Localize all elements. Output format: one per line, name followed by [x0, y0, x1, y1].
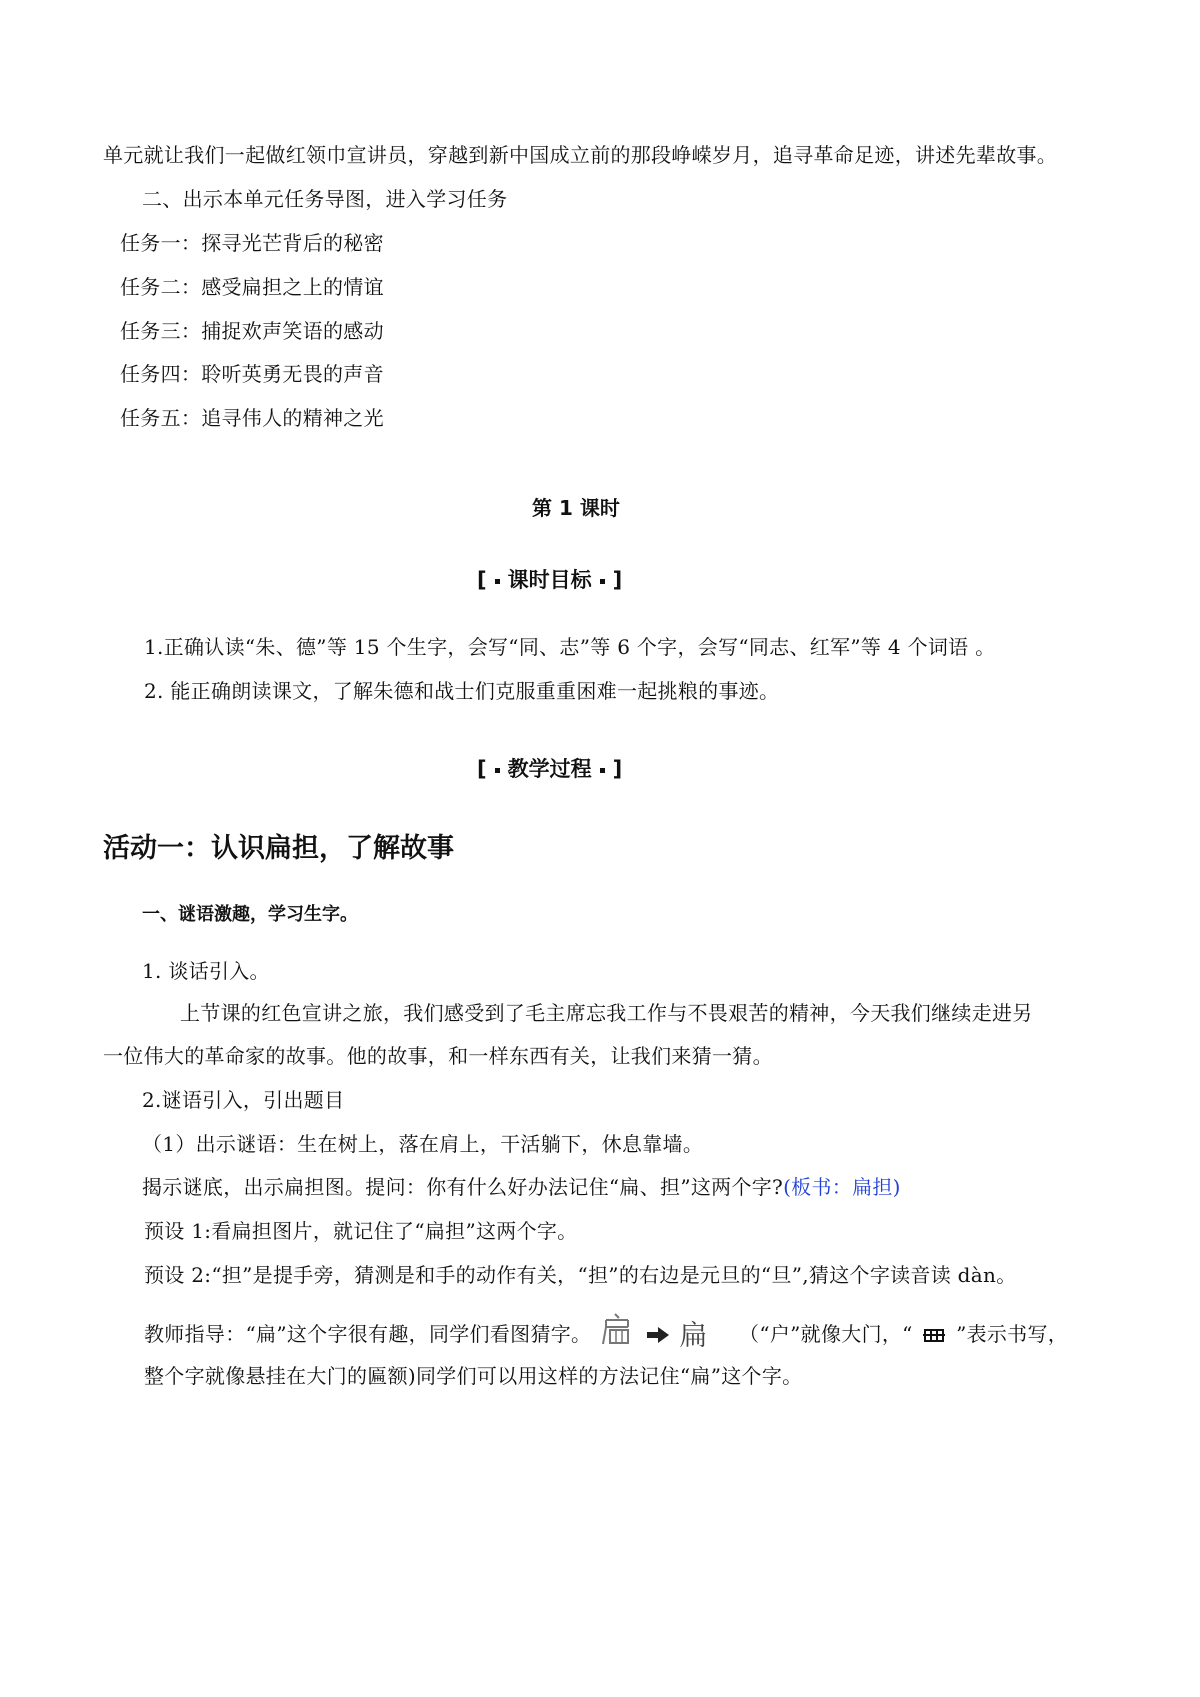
task-item-3: 任务三：捕捉欢声笑语的感动	[120, 319, 384, 343]
reveal-text: 揭示谜底，出示扁担图。提问：你有什么好办法记住“扁、担”这两个字?	[142, 1175, 784, 1199]
preset-2: 预设 2:“担”是提手旁，猜测是和手的动作有关，“担”的右边是元旦的“旦”,猜这个字读音读 dàn。	[144, 1263, 1017, 1287]
guide-text-a: 教师指导：“扁”这个字很有趣，同学们看图猜字。	[144, 1322, 592, 1346]
task-item-1: 任务一：探寻光芒背后的秘密	[120, 231, 384, 255]
ancient-bian-character-icon	[602, 1313, 632, 1358]
goals-heading-text: 课时目标	[507, 568, 592, 592]
square-bullet-icon	[600, 768, 605, 773]
task-item-5: 任务五：追寻伟人的精神之光	[120, 406, 384, 430]
intro-line-2: 二、出示本单元任务导图，进入学习任务	[142, 187, 508, 211]
task-item-4: 任务四：聆听英勇无畏的声音	[120, 362, 384, 386]
board-note: (板书：扁担)	[783, 1175, 901, 1199]
step-1-text-a: 上节课的红色宣讲之旅，我们感受到了毛主席忘我工作与不畏艰苦的精神，今天我们继续走进另	[180, 1001, 1033, 1025]
step-2-title: 2.谜语引入，引出题目	[142, 1088, 345, 1112]
square-bullet-icon	[495, 768, 500, 773]
guide-char-bian: 扁	[679, 1318, 708, 1352]
bracket-close: ]	[612, 568, 623, 592]
goal-item-2: 2. 能正确朗读课文，了解朱德和战士们克服重重困难一起挑粮的事迹。	[144, 679, 780, 703]
goal-item-1: 1.正确认读“朱、德”等 15 个生字，会写“同、志”等 6 个字，会写“同志、红军”等 4 个词语 。	[144, 635, 996, 659]
task-item-2: 任务二：感受扁担之上的情谊	[120, 275, 384, 299]
process-heading	[477, 753, 622, 783]
teacher-guide-line	[144, 1313, 1068, 1358]
step-1-text-b: 一位伟大的革命家的故事。他的故事，和一样东西有关，让我们来猜一猜。	[103, 1044, 773, 1068]
square-bullet-icon	[600, 579, 605, 584]
bracket-open: [	[477, 568, 487, 592]
arrow-right-icon	[647, 1316, 669, 1356]
square-bullet-icon	[495, 579, 500, 584]
guide-text-c: ”表示书写，	[956, 1322, 1069, 1346]
guide-text-b: （“户”就像大门，“	[739, 1322, 913, 1346]
lesson-title: 第 1 课时	[532, 496, 620, 520]
reveal-line	[142, 1173, 901, 1201]
process-heading-text: 教学过程	[507, 757, 592, 781]
preset-1: 预设 1:看扁担图片，就记住了“扁担”这两个字。	[144, 1219, 578, 1243]
goals-heading	[477, 564, 622, 594]
section-title: 一、谜语激趣，学习生字。	[142, 904, 358, 925]
riddle-text: （1）出示谜语：生在树上，落在肩上，干活躺下，休息靠墙。	[142, 1132, 704, 1156]
activity-title: 活动一：认识扁担，了解故事	[103, 833, 454, 864]
ce-radical-icon	[923, 1316, 945, 1356]
intro-line-1: 单元就让我们一起做红领巾宣讲员，穿越到新中国成立前的那段峥嵘岁月，追寻革命足迹，讲述先辈故事。	[103, 143, 1058, 167]
bracket-open: [	[477, 757, 487, 781]
bracket-close: ]	[612, 757, 623, 781]
guide-text-d: 整个字就像悬挂在大门的匾额)同学们可以用这样的方法记住“扁”这个字。	[144, 1364, 803, 1388]
step-1-title: 1. 谈话引入。	[142, 959, 270, 983]
